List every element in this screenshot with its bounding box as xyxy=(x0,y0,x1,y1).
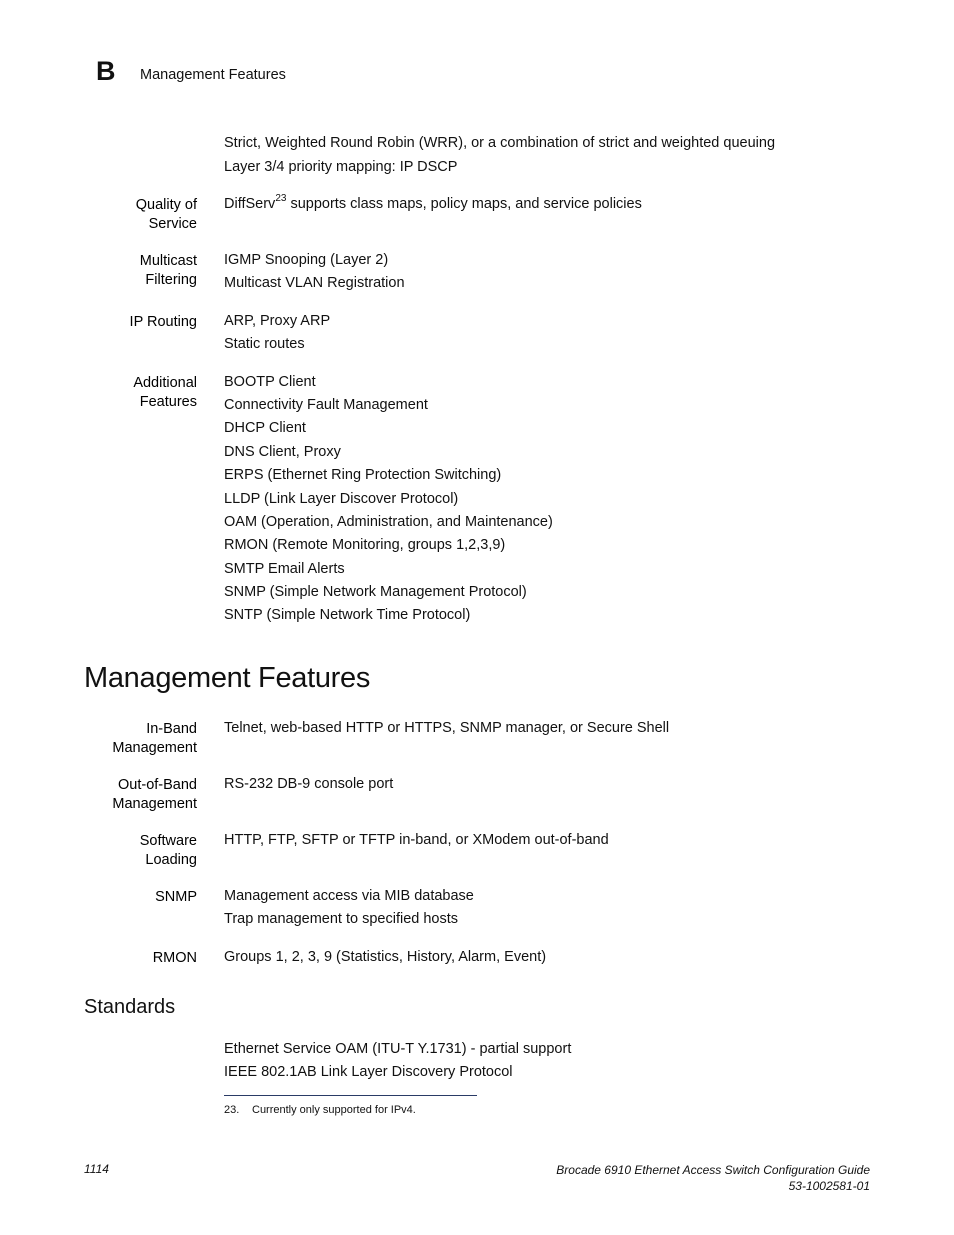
feature-item: DNS Client, Proxy xyxy=(224,444,341,460)
intro-line: Strict, Weighted Round Robin (WRR), or a combination of strict and weighted queuing xyxy=(224,135,776,151)
feature-item: SNMP (Simple Network Management Protocol) xyxy=(224,584,527,600)
subsection-heading: Standards xyxy=(84,996,176,1018)
chapter-letter: B xyxy=(96,56,116,86)
standard-item: Ethernet Service OAM (ITU-T Y.1731) - partial support xyxy=(224,1041,572,1057)
running-header-title: Management Features xyxy=(140,67,286,83)
footer-doc-info xyxy=(556,1162,870,1194)
qos-value-text: DiffServ xyxy=(224,196,276,212)
footnote-number: 23. xyxy=(224,1104,240,1116)
feature-item: ERPS (Ethernet Ring Protection Switching) xyxy=(224,467,502,483)
outband-label-line2: Management xyxy=(112,796,197,812)
feature-item: OAM (Operation, Administration, and Maintenance) xyxy=(224,514,553,530)
qos-label xyxy=(57,196,197,234)
software-label-line2: Loading xyxy=(145,852,197,868)
additional-features-label xyxy=(57,374,197,412)
qos-value xyxy=(224,193,642,216)
footnote-text: Currently only supported for IPv4. xyxy=(252,1104,416,1116)
multicast-label xyxy=(57,252,197,290)
snmp-label: SNMP xyxy=(155,889,197,905)
inband-value: Telnet, web-based HTTP or HTTPS, SNMP manager, or Secure Shell xyxy=(224,720,670,736)
inband-label-line2: Management xyxy=(112,740,197,756)
qos-label-line1: Quality of xyxy=(135,197,197,213)
ip-routing-value: ARP, Proxy ARP xyxy=(224,313,331,329)
section-heading: Management Features xyxy=(84,662,371,694)
feature-item: RMON (Remote Monitoring, groups 1,2,3,9) xyxy=(224,537,506,553)
feature-item: BOOTP Client xyxy=(224,374,316,390)
ip-routing-label: IP Routing xyxy=(129,314,197,330)
inband-label-line1: In-Band xyxy=(146,721,197,737)
software-loading-label xyxy=(57,832,197,870)
ip-routing-value: Static routes xyxy=(224,336,305,352)
feature-item: SMTP Email Alerts xyxy=(224,561,345,577)
multicast-value: IGMP Snooping (Layer 2) xyxy=(224,252,389,268)
feature-item: SNTP (Simple Network Time Protocol) xyxy=(224,607,471,623)
outband-value: RS-232 DB-9 console port xyxy=(224,776,394,792)
footnote-divider xyxy=(224,1095,477,1096)
outband-label-line1: Out-of-Band xyxy=(118,777,197,793)
feature-item: LLDP (Link Layer Discover Protocol) xyxy=(224,491,459,507)
qos-value-text-rest: supports class maps, policy maps, and service policies xyxy=(286,196,642,212)
additional-label-line2: Features xyxy=(139,394,197,410)
rmon-label: RMON xyxy=(152,950,197,966)
intro-line: Layer 3/4 priority mapping: IP DSCP xyxy=(224,159,458,175)
page-number: 1114 xyxy=(84,1162,109,1176)
multicast-label-line2: Filtering xyxy=(145,272,197,288)
footnote xyxy=(224,1103,416,1117)
software-label-line1: Software xyxy=(139,833,197,849)
snmp-value: Management access via MIB database xyxy=(224,888,474,904)
inband-label xyxy=(57,720,197,758)
rmon-value: Groups 1, 2, 3, 9 (Statistics, History, Alarm, Event) xyxy=(224,949,547,965)
qos-label-line2: Service xyxy=(148,216,197,232)
footer-doc-number: 53-1002581-01 xyxy=(788,1179,870,1193)
outband-label xyxy=(57,776,197,814)
multicast-label-line1: Multicast xyxy=(139,253,197,269)
software-loading-value: HTTP, FTP, SFTP or TFTP in-band, or XModem out-of-band xyxy=(224,832,609,848)
footer-doc-title: Brocade 6910 Ethernet Access Switch Configuration Guide xyxy=(556,1163,870,1177)
feature-item: DHCP Client xyxy=(224,420,306,436)
snmp-value: Trap management to specified hosts xyxy=(224,911,459,927)
additional-label-line1: Additional xyxy=(133,375,197,391)
multicast-value: Multicast VLAN Registration xyxy=(224,275,405,291)
footnote-ref: 23 xyxy=(275,193,287,205)
feature-item: Connectivity Fault Management xyxy=(224,397,428,413)
standard-item: IEEE 802.1AB Link Layer Discovery Protocol xyxy=(224,1064,513,1080)
